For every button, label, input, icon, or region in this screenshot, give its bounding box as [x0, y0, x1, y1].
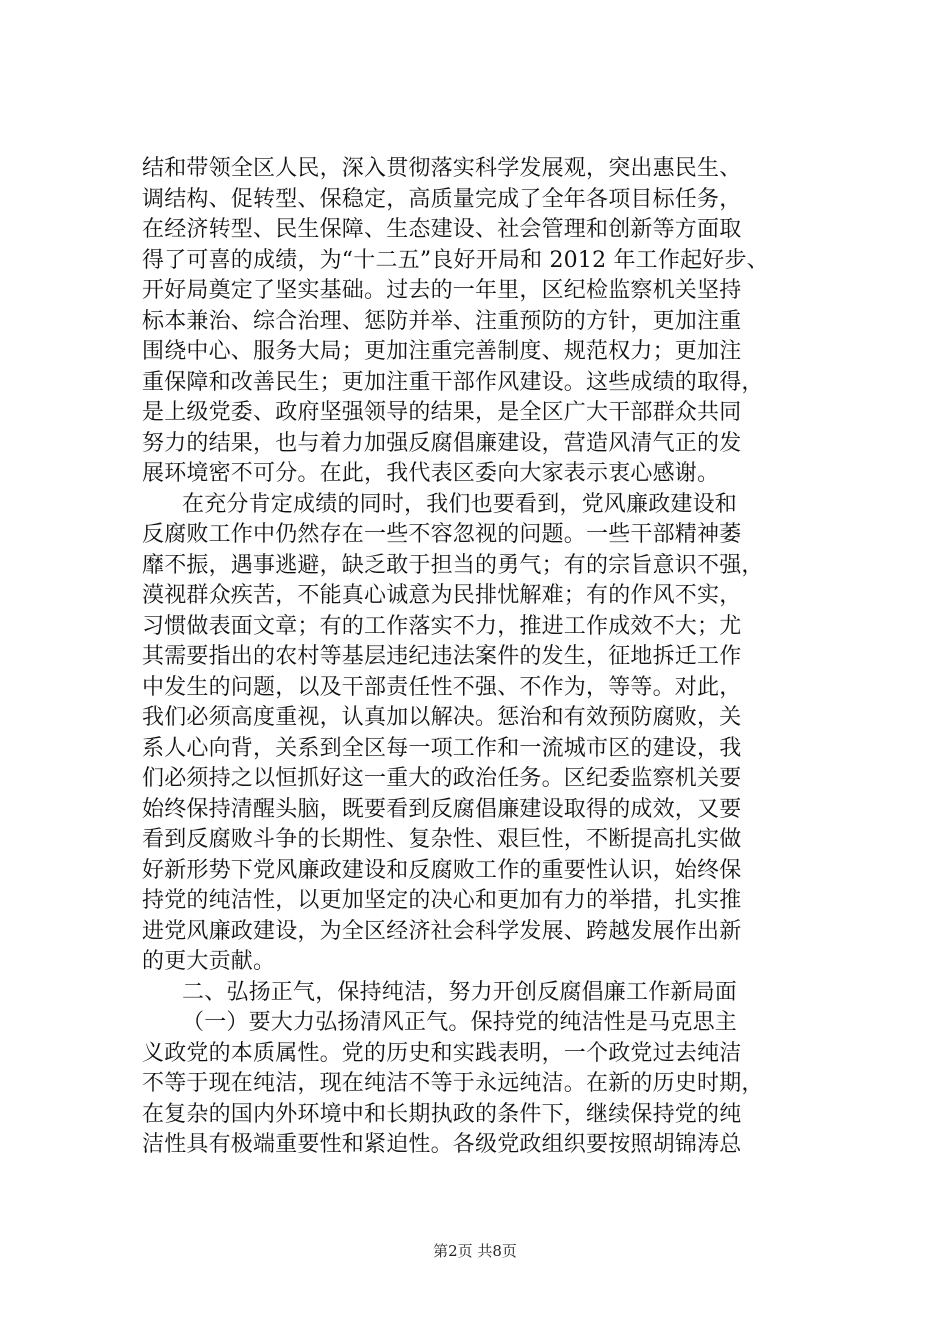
text-line: 漠视群众疾苦，不能真心诚意为民排忧解难；有的作风不实，: [142, 583, 742, 608]
text-line: 得了可喜的成绩，为“十二五”良好开局和 2012 年工作起好步、: [142, 247, 769, 273]
text-line: 洁性具有极端重要性和紧迫性。各级党政组织要按照胡锦涛总: [142, 1132, 742, 1157]
text-line: 靡不振，遇事逃避，缺乏敢于担当的勇气；有的宗旨意识不强，: [142, 552, 764, 578]
text-line: 标本兼治、综合治理、惩防并举、注重预防的方针，更加注重: [142, 308, 742, 334]
text-line: 调结构、促转型、保稳定，高质量完成了全年各项目标任务，: [142, 186, 742, 212]
text-line: 始终保持清醒头脑，既要看到反腐倡廉建设取得的成效，又要: [142, 796, 742, 822]
text-line: 看到反腐败斗争的长期性、复杂性、艰巨性，不断提高扎实做: [142, 827, 742, 852]
text-line: 结和带领全区人民，深入贯彻落实科学发展观，突出惠民生、: [142, 156, 742, 181]
text-line: 开好局奠定了坚实基础。过去的一年里，区纪检监察机关坚持: [142, 278, 742, 303]
text-line: 不等于现在纯洁，现在纯洁不等于永远纯洁。在新的历史时期，: [142, 1071, 764, 1096]
text-line: 其需要指出的农村等基层违纪违法案件的发生，征地拆迁工作: [142, 644, 742, 669]
text-line: 们必须持之以恒抓好这一重大的政治任务。区纪委监察机关要: [142, 766, 742, 791]
text-line: 努力的结果，也与着力加强反腐倡廉建设，营造风清气正的发: [142, 430, 742, 456]
text-line: 持党的纯洁性，以更加坚定的决心和更加有力的举措，扎实推: [142, 888, 742, 913]
text-line: 展环境密不可分。在此，我代表区委向大家表示衷心感谢。: [142, 461, 720, 486]
text-line: 好新形势下党风廉政建设和反腐败工作的重要性认识，始终保: [142, 857, 742, 883]
subsection-start-line: （一）要大力弘扬清风正气。保持党的纯洁性是马克思主: [182, 1010, 738, 1035]
text-line: 是上级党委、政府坚强领导的结果，是全区广大干部群众共同: [142, 400, 742, 425]
text-line: 在经济转型、民生保障、生态建设、社会管理和创新等方面取: [142, 217, 742, 242]
text-line: 习惯做表面文章；有的工作落实不力，推进工作成效不大；尤: [142, 613, 742, 639]
text-line: 重保障和改善民生；更加注重干部作风建设。这些成绩的取得，: [142, 369, 764, 395]
text-line: 的更大贡献。: [142, 949, 276, 974]
text-line: 围绕中心、服务大局；更加注重完善制度、规范权力；更加注: [142, 339, 742, 364]
text-line: 我们必须高度重视，认真加以解决。惩治和有效预防腐败，关: [142, 705, 742, 730]
document-body: [142, 154, 842, 1161]
text-line: 系人心向背，关系到全区每一项工作和一流城市区的建设，我: [142, 735, 742, 761]
text-line: 反腐败工作中仍然存在一些不容忽视的问题。一些干部精神萎: [142, 522, 742, 547]
text-line: 中发生的问题，以及干部责任性不强、不作为，等等。对此，: [142, 674, 742, 700]
page-number-footer: 第2页 共8页: [433, 1242, 517, 1260]
section-heading: 二、弘扬正气，保持纯洁，努力开创反腐倡廉工作新局面: [182, 979, 738, 1005]
paragraph-start-line: 在充分肯定成绩的同时，我们也要看到，党风廉政建设和: [182, 491, 738, 517]
text-line: 进党风廉政建设，为全区经济社会科学发展、跨越发展作出新: [142, 918, 742, 944]
text-line: 义政党的本质属性。党的历史和实践表明，一个政党过去纯洁: [142, 1040, 742, 1066]
text-line: 在复杂的国内外环境中和长期执政的条件下，继续保持党的纯: [142, 1101, 742, 1127]
